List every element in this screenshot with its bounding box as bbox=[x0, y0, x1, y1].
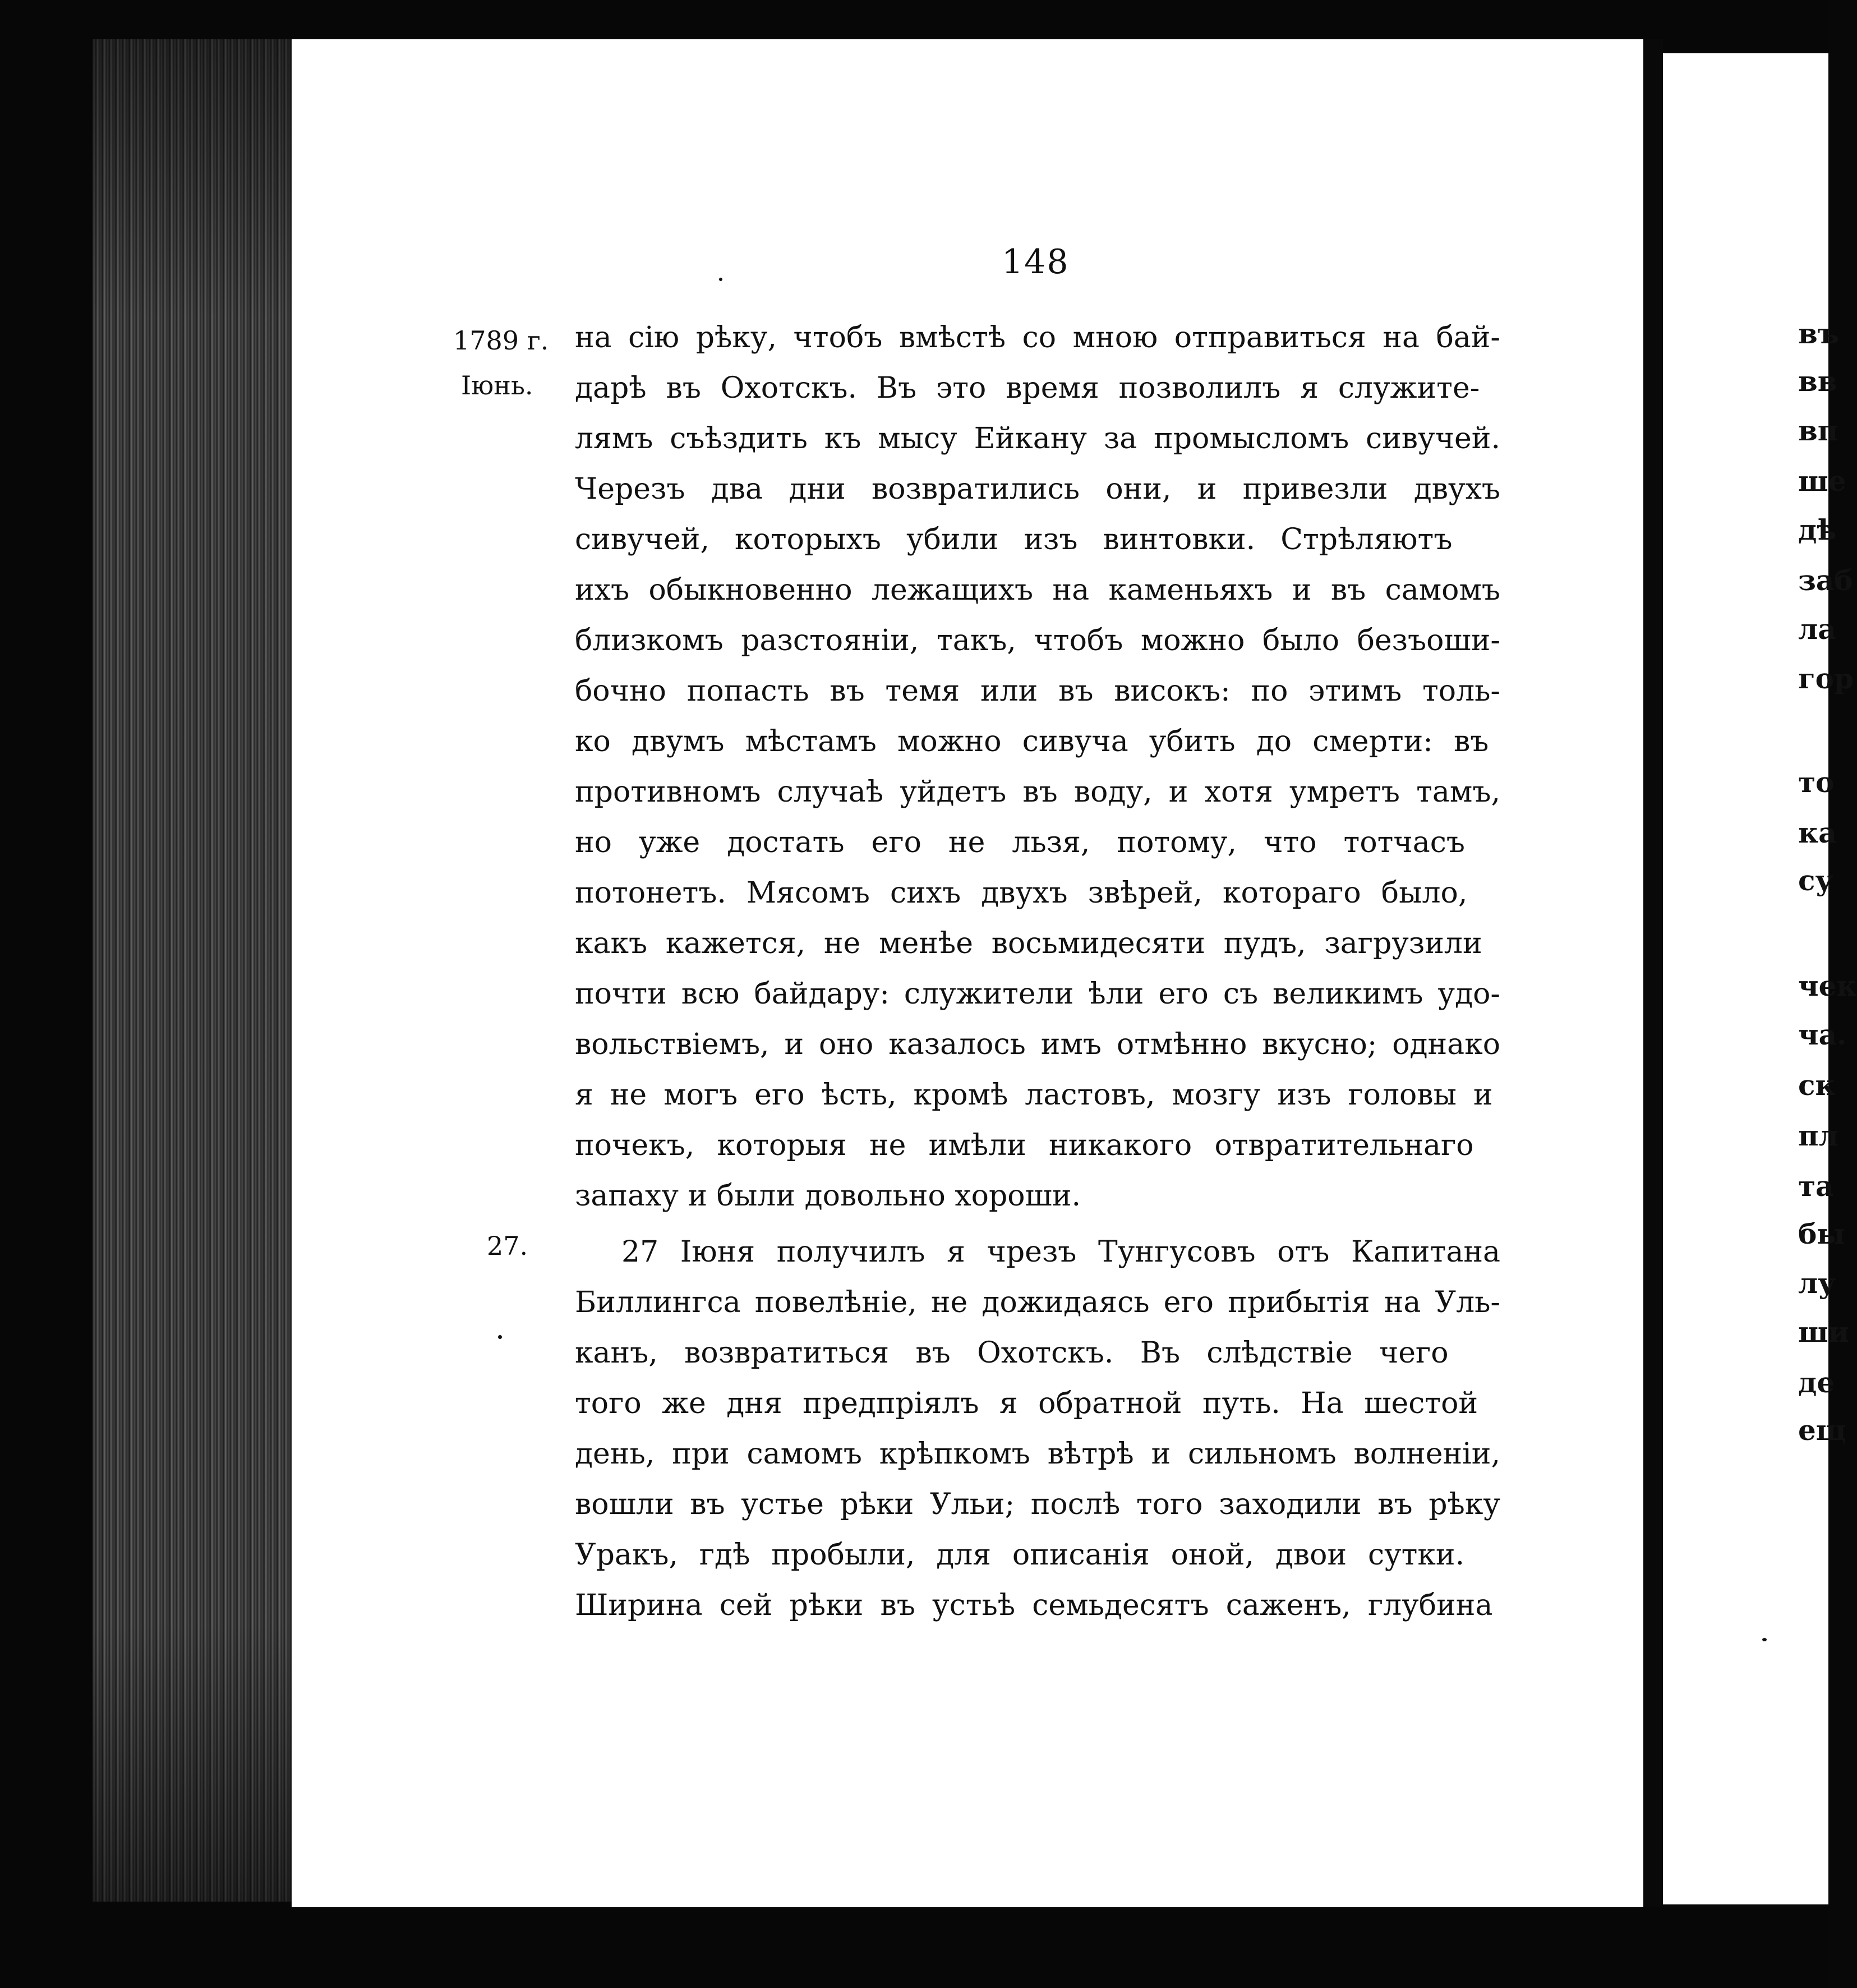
print-speck bbox=[498, 1335, 502, 1339]
text-line: я не могъ его ѣсть, кромѣ ластовъ, мозгу изъ головы и bbox=[575, 1078, 1493, 1112]
facing-page-fragment: ше bbox=[1798, 464, 1846, 498]
text-line: на сію рѣку, чтобъ вмѣстѣ со мною отправиться на бай- bbox=[575, 321, 1500, 355]
text-line: сивучей, которыхъ убили изъ винтовки. Стрѣляютъ bbox=[575, 523, 1453, 556]
facing-page-fragment: въ bbox=[1798, 317, 1840, 350]
book-page-edges bbox=[93, 39, 300, 1902]
text-line: почекъ, которыя не имѣли никакого отвратительнаго bbox=[575, 1129, 1474, 1162]
text-line: Уракъ, гдѣ пробыли, для описанія оной, двои сутки. bbox=[575, 1538, 1465, 1572]
text-line: того же дня предпріялъ я обратной путь. На шестой bbox=[575, 1387, 1478, 1420]
facing-page-fragment: ла bbox=[1798, 613, 1836, 646]
text-line: противномъ случаѣ уйдетъ въ воду, и хотя умретъ тамъ, bbox=[575, 775, 1500, 809]
facing-page-fragment: та bbox=[1798, 1170, 1834, 1203]
margin-note-year: 1789 г. bbox=[453, 325, 549, 356]
text-line: Биллингса повелѣніе, не дожидаясь его прибытія на Уль- bbox=[575, 1286, 1500, 1319]
print-speck bbox=[1762, 1638, 1767, 1641]
facing-page-fragment: ещ bbox=[1798, 1414, 1846, 1447]
text-line: ихъ обыкновенно лежащихъ на каменьяхъ и въ самомъ bbox=[575, 573, 1500, 607]
text-line: почти всю байдару: служители ѣли его съ великимъ удо- bbox=[575, 977, 1500, 1011]
book-page bbox=[292, 39, 1643, 1907]
text-line: какъ кажется, не менѣе восьмидесяти пудъ, загрузили bbox=[575, 927, 1482, 960]
text-line: Ширина сей рѣки въ устьѣ семьдесятъ саженъ, глубина bbox=[575, 1589, 1493, 1622]
text-line: но уже достать его не льзя, потому, что тотчасъ bbox=[575, 826, 1465, 859]
text-line: дарѣ въ Охотскъ. Въ это время позволилъ я служите- bbox=[575, 371, 1480, 405]
text-line: 27 Іюня получилъ я чрезъ Тунгусовъ отъ Капитана bbox=[621, 1235, 1500, 1269]
facing-page-fragment: де bbox=[1798, 1366, 1835, 1399]
text-line: вошли въ устье рѣки Ульи; послѣ того заходили въ рѣку bbox=[575, 1488, 1500, 1521]
facing-page-fragment: лу bbox=[1798, 1267, 1836, 1300]
facing-page-fragment: то bbox=[1798, 766, 1835, 799]
text-line: лямъ съѣздить къ мысу Ейкану за промысломъ сивучей. bbox=[575, 422, 1500, 455]
margin-note-month: Іюнь. bbox=[461, 370, 533, 401]
text-line: близкомъ разстояніи, такъ, чтобъ можно было безъоши- bbox=[575, 624, 1500, 657]
facing-page-fragment: дѣ bbox=[1798, 513, 1837, 546]
text-line: вольствіемъ, и оно казалось имъ отмѣнно вкусно; однако bbox=[575, 1028, 1500, 1061]
book-gutter bbox=[1643, 39, 1663, 1907]
facing-page-fragment: вп bbox=[1798, 414, 1838, 447]
text-line: день, при самомъ крѣпкомъ вѣтрѣ и сильномъ волненіи, bbox=[575, 1437, 1500, 1471]
facing-page-fragment: су bbox=[1798, 864, 1833, 897]
facing-page-fragment: вв bbox=[1798, 365, 1837, 398]
text-line: ко двумъ мѣстамъ можно сивуча убить до смерти: въ bbox=[575, 725, 1489, 758]
facing-page-fragment: ча. bbox=[1798, 1018, 1847, 1051]
facing-page-fragment: заб bbox=[1798, 564, 1853, 597]
facing-page-fragment: ск bbox=[1798, 1069, 1836, 1102]
facing-page-fragment: гор bbox=[1798, 662, 1854, 695]
text-line: канъ, возвратиться въ Охотскъ. Въ слѣдствіе чего bbox=[575, 1336, 1449, 1370]
facing-page-fragment: ка bbox=[1798, 816, 1837, 849]
text-line: запаху и были довольно хороши. bbox=[575, 1179, 1081, 1213]
margin-note-date: 27. bbox=[487, 1231, 528, 1261]
text-line: потонетъ. Мясомъ сихъ двухъ звѣрей, котораго было, bbox=[575, 876, 1468, 910]
print-speck bbox=[719, 278, 722, 281]
text-line: Черезъ два дни возвратились они, и привезли двухъ bbox=[575, 472, 1500, 506]
text-line: бочно попасть въ темя или въ високъ: по этимъ толь- bbox=[575, 674, 1500, 708]
facing-page-fragment: бы bbox=[1798, 1217, 1845, 1250]
facing-page-fragment: чек bbox=[1798, 969, 1857, 1002]
page-number: 148 bbox=[1002, 242, 1070, 282]
facing-page-fragment: пл bbox=[1798, 1119, 1838, 1152]
facing-page-fragment: ши bbox=[1798, 1315, 1849, 1349]
